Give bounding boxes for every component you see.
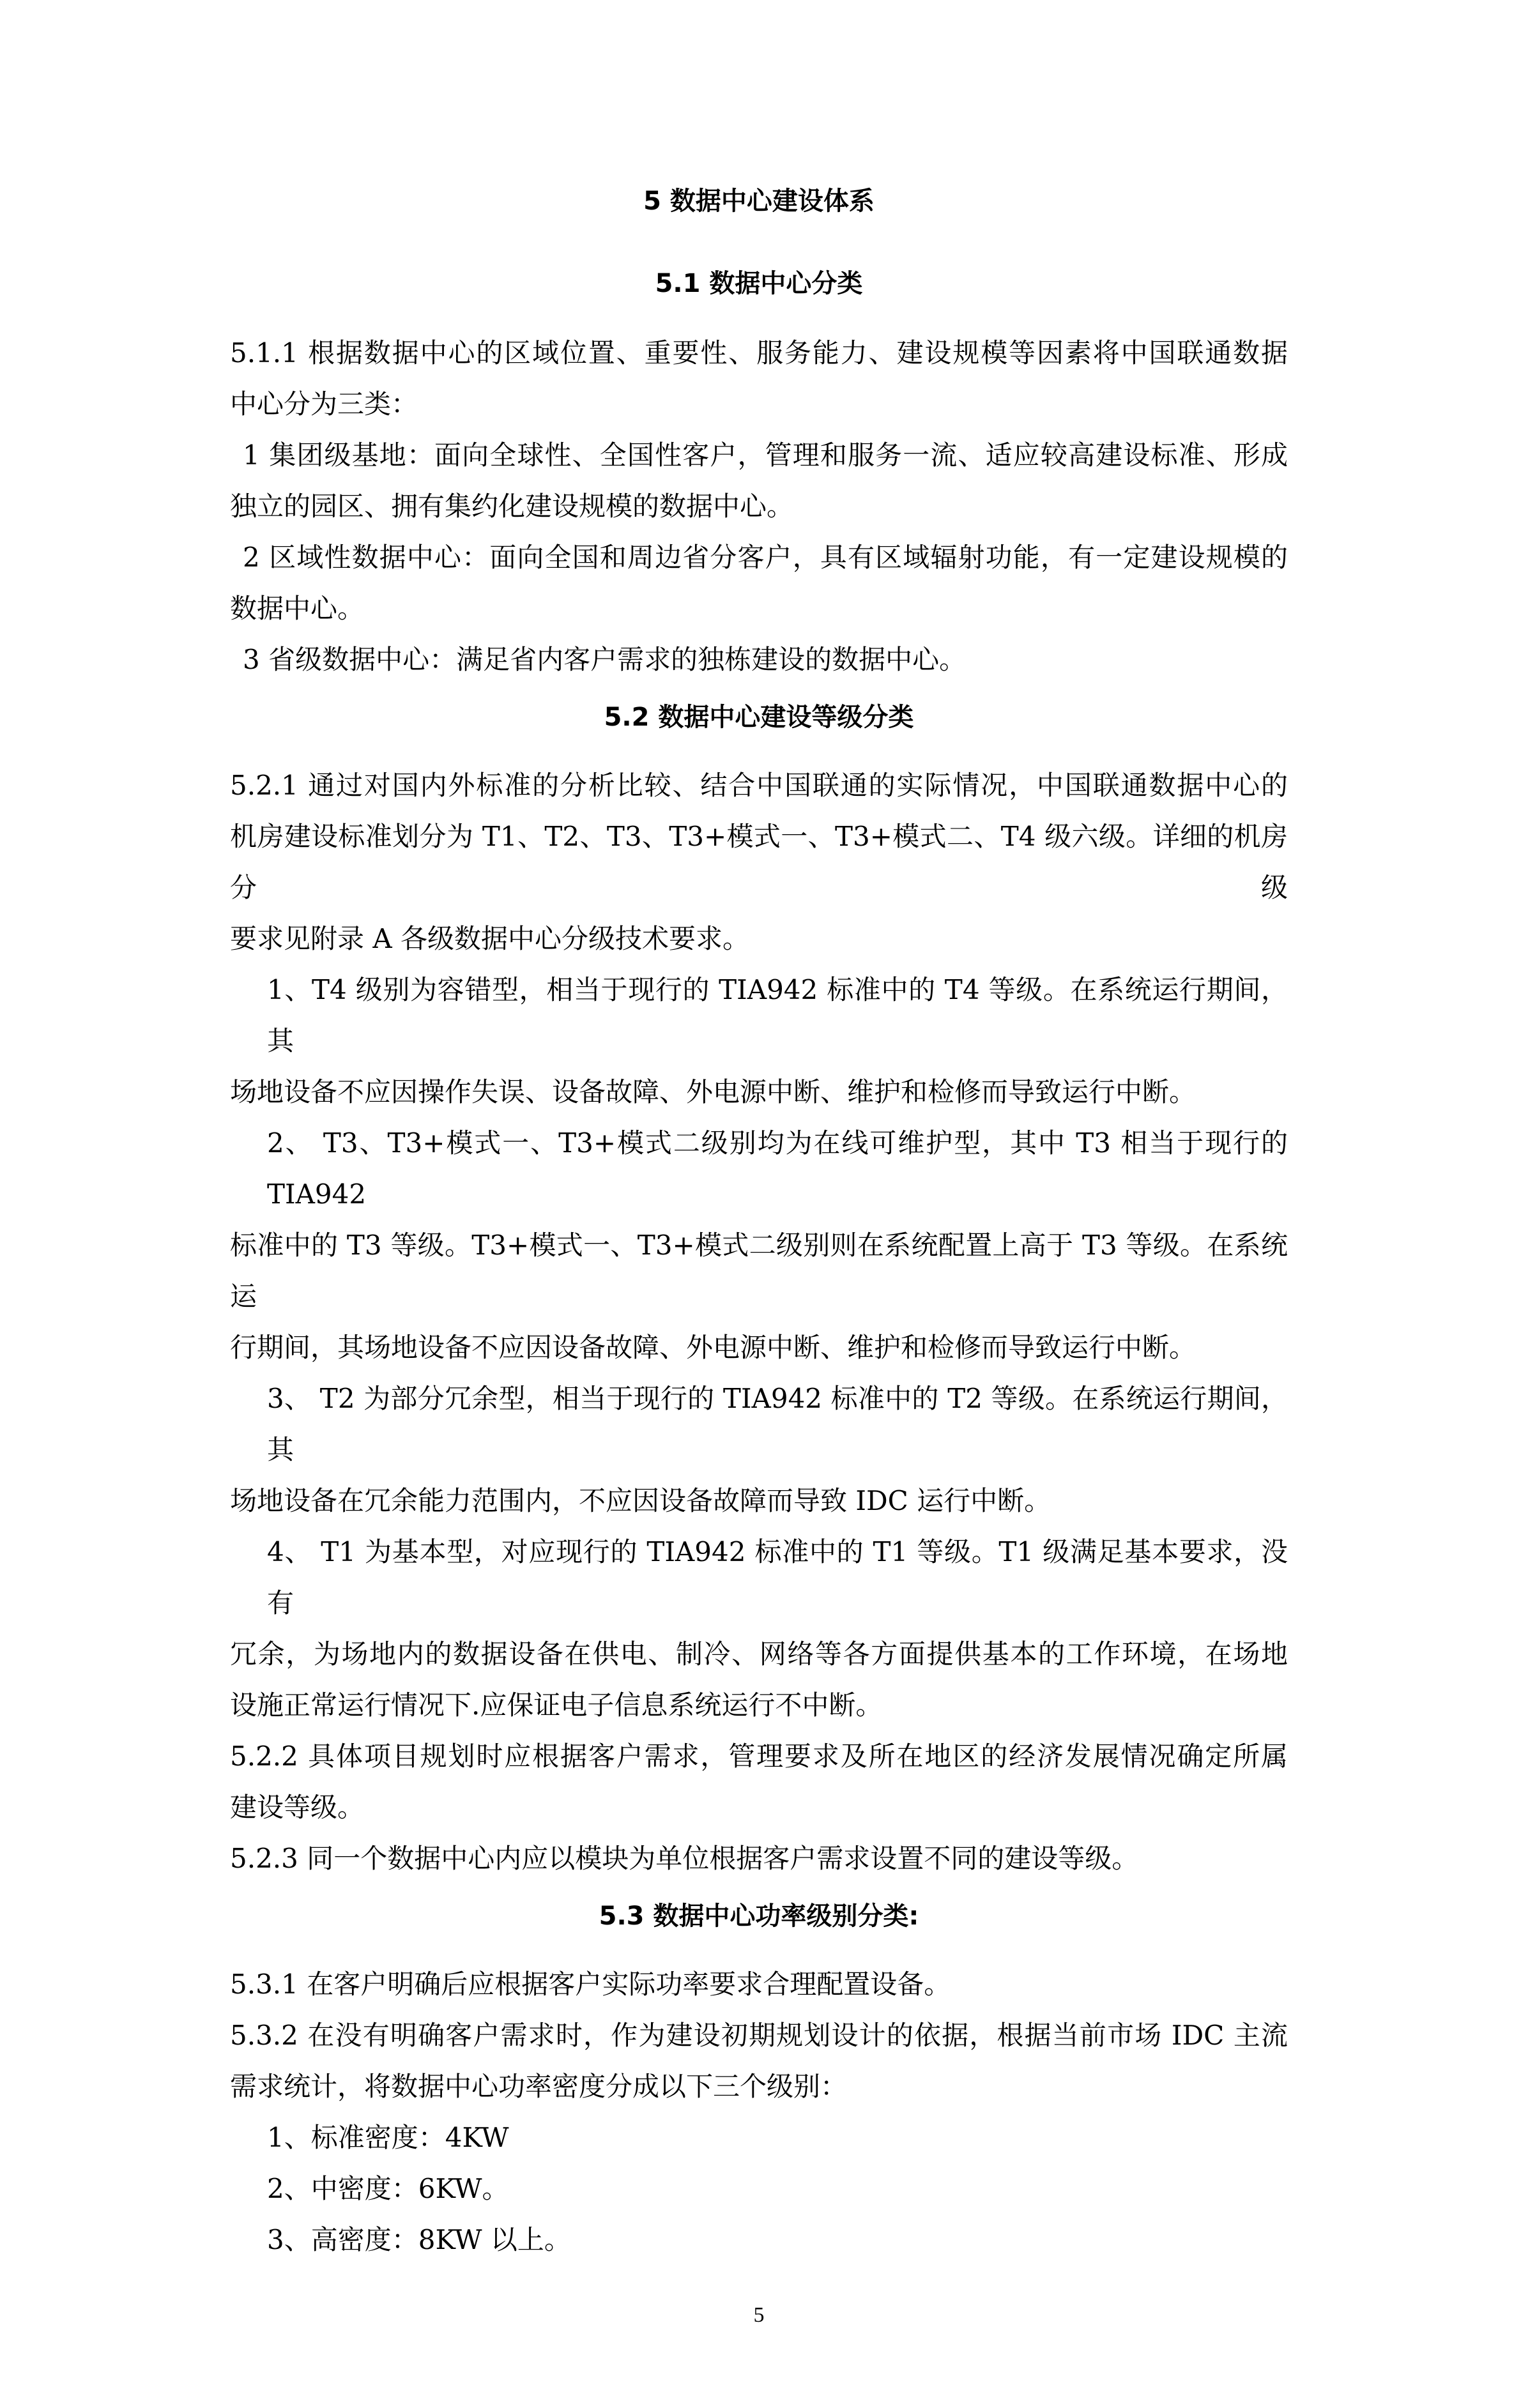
text-line: 3 省级数据中心：满足省内客户需求的独栋建设的数据中心。 (243, 644, 967, 675)
text-line: 1、标准密度：4KW (267, 2122, 509, 2153)
section-heading: 5.3 数据中心功率级别分类: (599, 1901, 919, 1931)
text-line: 冗余，为场地内的数据设备在供电、制冷、网络等各方面提供基本的工作环境，在场地 (230, 1638, 1288, 1670)
text-line: 标准中的 T3 等级。T3+模式一、T3+模式二级别则在系统配置上高于 T3 等级。在系统运 (230, 1230, 1288, 1312)
text-line: 4、 T1 为基本型，对应现行的 TIA942 标准中的 T1 等级。T1 级满足基本要求，没有 (267, 1536, 1288, 1619)
text-line: 独立的园区、拥有集约化建设规模的数据中心。 (230, 491, 794, 522)
text-line: 5.2.3 同一个数据中心内应以模块为单位根据客户需求设置不同的建设等级。 (230, 1843, 1139, 1874)
text-line: 场地设备不应因操作失误、设备故障、外电源中断、维护和检修而导致运行中断。 (230, 1076, 1196, 1108)
text-line: 5.2.2 具体项目规划时应根据客户需求，管理要求及所在地区的经济发展情况确定所属 (230, 1741, 1288, 1772)
chapter-title: 5 数据中心建设体系 (643, 187, 875, 216)
text-line: 1、T4 级别为容错型，相当于现行的 TIA942 标准中的 T4 等级。在系统运行期间，其 (267, 974, 1288, 1056)
text-line: 5.3.1 在客户明确后应根据客户实际功率要求合理配置设备。 (230, 1969, 951, 2000)
text-line: 行期间，其场地设备不应因设备故障、外电源中断、维护和检修而导致运行中断。 (230, 1332, 1196, 1363)
text-line: 5.1.1 根据数据中心的区域位置、重要性、服务能力、建设规模等因素将中国联通数据 (230, 337, 1288, 369)
sections (230, 258, 1288, 2266)
text-line: 3、高密度：8KW 以上。 (267, 2224, 571, 2255)
section-heading: 5.2 数据中心建设等级分类 (604, 703, 914, 732)
text-line: 2、中密度：6KW。 (267, 2173, 509, 2204)
text-line: 2 区域性数据中心：面向全国和周边省分客户，具有区域辐射功能，有一定建设规模的 (243, 542, 1288, 573)
text-line: 3、 T2 为部分冗余型，相当于现行的 TIA942 标准中的 T2 等级。在系统运行期间，其 (267, 1383, 1288, 1465)
text-line: 设施正常运行情况下.应保证电子信息系统运行不中断。 (230, 1689, 883, 1721)
document-page (230, 0, 1288, 2408)
section-heading: 5.1 数据中心分类 (655, 269, 863, 298)
text-line: 建设等级。 (230, 1792, 365, 1823)
text-line: 需求统计，将数据中心功率密度分成以下三个级别： (230, 2071, 848, 2102)
text-line: 1 集团级基地：面向全球性、全国性客户，管理和服务一流、适应较高建设标准、形成 (243, 439, 1288, 471)
page-number: 5 (753, 2303, 765, 2327)
text-line: 2、 T3、T3+模式一、T3+模式二级别均为在线可维护型，其中 T3 相当于现行的 TIA942 (267, 1127, 1288, 1210)
text-line: 数据中心。 (230, 593, 365, 624)
text-line: 5.3.2 在没有明确客户需求时，作为建设初期规划设计的依据，根据当前市场 IDC 主流 (230, 2020, 1288, 2051)
text-line: 要求见附录 A 各级数据中心分级技术要求。 (230, 923, 750, 954)
text-line: 场地设备在冗余能力范围内，不应因设备故障而导致 IDC 运行中断。 (230, 1485, 1051, 1516)
text-line: 中心分为三类： (230, 388, 418, 420)
text-line: 机房建设标准划分为 T1、T2、T3、T3+模式一、T3+模式二、T4 级六级。详细的机房分级 (230, 821, 1288, 903)
text-line: 5.2.1 通过对国内外标准的分析比较、结合中国联通的实际情况，中国联通数据中心的 (230, 770, 1288, 801)
